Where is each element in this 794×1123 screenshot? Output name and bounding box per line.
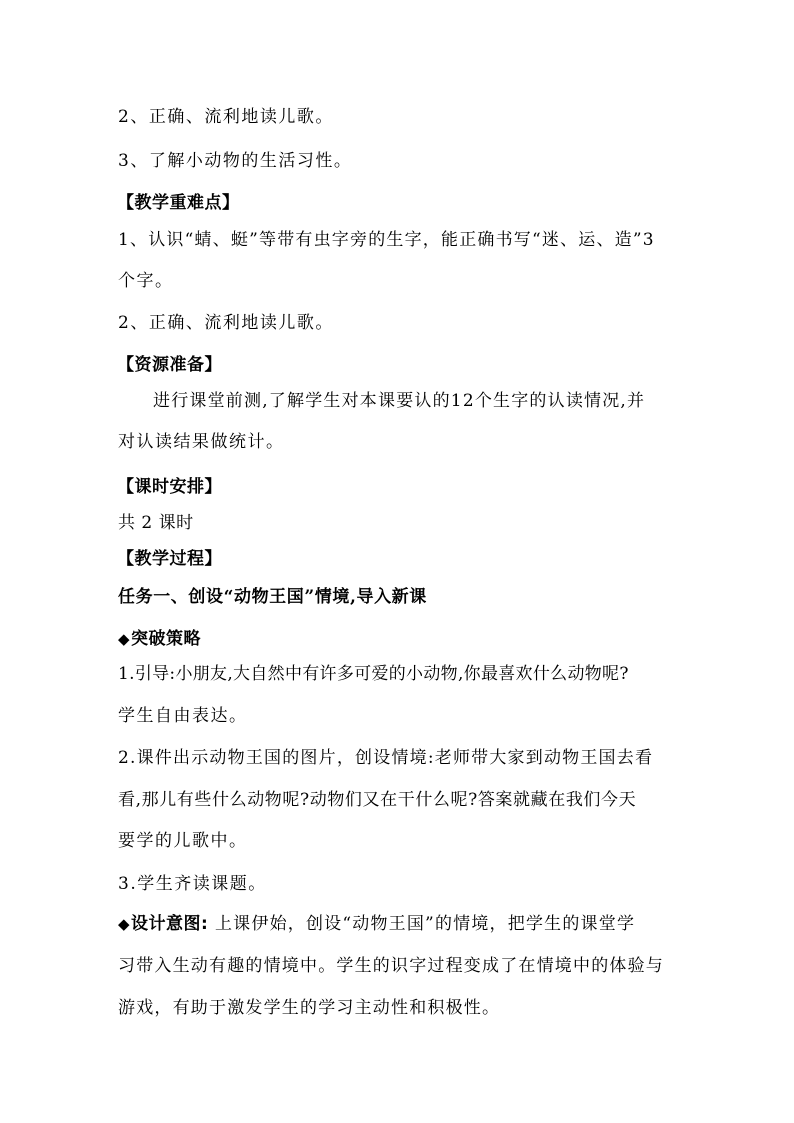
step-2a: 2.课件出示动物王国的图片，创设情境:老师带大家到动物王国去看 (118, 748, 654, 768)
intent-line-3: 游戏，有助于激发学生的学习主动性和积极性。 (118, 998, 501, 1018)
process-heading: 【教学过程】 (117, 549, 222, 569)
resources-line-2: 对认读结果做统计。 (118, 432, 285, 452)
diamond-bullet-icon: ◆ (118, 630, 131, 648)
key-point-1a: 1、认识“蜻、蜓”等带有虫字旁的生字，能正确书写“迷、运、造”3 (118, 230, 655, 250)
strategy-heading-row (118, 628, 698, 650)
diamond-bullet-icon: ◆ (118, 915, 131, 933)
key-point-1b: 个字。 (118, 271, 174, 291)
key-point-2: 2、正确、流利地读儿歌。 (118, 313, 334, 333)
step-1a: 1.引导:小朋友,大自然中有许多可爱的小动物,你最喜欢什么动物呢? (118, 664, 629, 684)
task-1-title: 任务一、创设“动物王国”情境,导入新课 (118, 587, 427, 607)
intent-line-1 (118, 913, 698, 935)
intent-line-2: 习带入生动有趣的情境中。学生的识字过程变成了在情境中的体验与 (118, 956, 664, 976)
goal-2: 2、正确、流利地读儿歌。 (118, 107, 334, 127)
step-2c: 要学的儿歌中。 (118, 831, 248, 851)
intent-label: 设计意图: (131, 914, 209, 934)
key-points-heading: 【教学重难点】 (117, 193, 240, 213)
resources-line-1: 进行课堂前测,了解学生对本课要认的12个生字的认读情况,并 (153, 391, 646, 411)
strategy-heading: 突破策略 (131, 629, 202, 649)
goal-3: 3、了解小动物的生活习性。 (118, 151, 353, 171)
step-1b: 学生自由表达。 (118, 706, 248, 726)
resources-heading: 【资源准备】 (117, 355, 222, 375)
step-3: 3.学生齐读课题。 (118, 874, 267, 894)
schedule-heading: 【课时安排】 (117, 477, 222, 497)
schedule-text: 共 2 课时 (118, 513, 194, 533)
intent-text-1: 上课伊始，创设“动物王国”的情境，把学生的课堂学 (214, 914, 636, 934)
step-2b: 看,那儿有些什么动物呢?动物们又在干什么呢?答案就藏在我们今天 (118, 790, 637, 810)
